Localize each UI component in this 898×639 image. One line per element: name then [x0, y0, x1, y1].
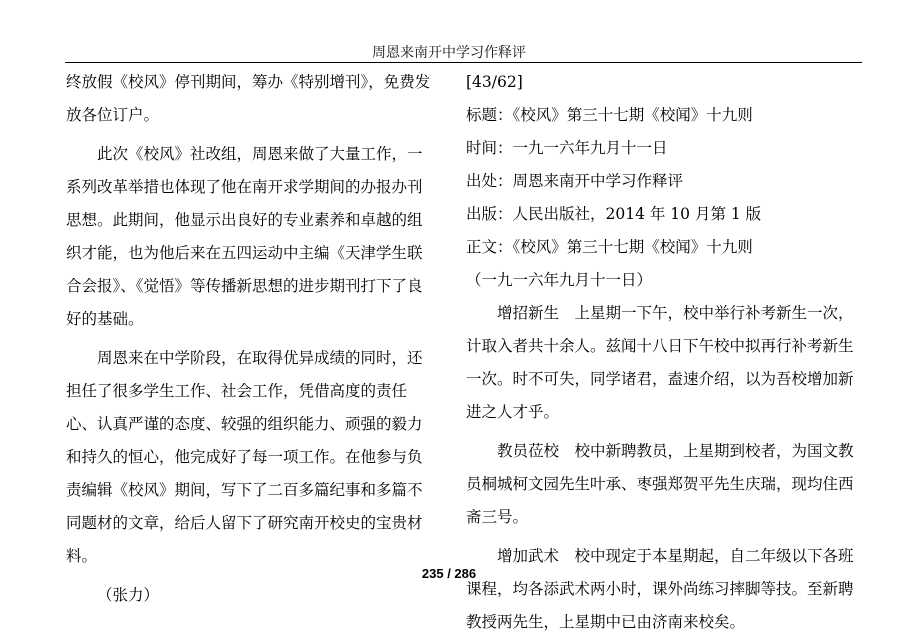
paragraph-3: 周恩来在中学阶段，在取得优异成绩的同时，还担任了很多学生工作、社会工作，凭借高度的责任心、认真严谨的态度、较强的组织能力、顽强的毅力和持久的恒心，他完成好了每一项工作。在他参与负责编辑《校风》期间，写下了二百多篇纪事和多篇不同题材的文章，给后人留下了研究南开校史的宝贵材料。 [66, 349, 423, 565]
header-rule [65, 62, 862, 63]
publish-line: 出版：人民出版社，2014 年 10 月第 1 版 [466, 205, 762, 223]
time-line: 时间：一九一六年九月十一日 [466, 139, 668, 157]
title-line: 标题：《校风》第三十七期《校闻》十九则 [466, 106, 753, 124]
left-column [66, 66, 436, 612]
page-number: 235 / 286 [421, 566, 477, 581]
right-column [466, 66, 864, 639]
source-line: 出处：周恩来南开中学习作释评 [466, 172, 684, 190]
author-signature: （张力） [97, 586, 160, 604]
record-index: [43/62] [466, 73, 523, 91]
paragraph-2: 此次《校风》社改组，周恩来做了大量工作，一系列改革举措也体现了他在南开求学期间的办报办刊思想。此期间，他显示出良好的专业素养和卓越的组织才能，也为他后来在五四运动中主编《天津学生联合会报》、《觉悟》等传播新思想的进步期刊打下了良好的基础。 [66, 145, 423, 328]
news-item-new-students: 增招新生 上星期一下午，校中举行补考新生一次，计取入者共十余人。兹闻十八日下午校中拟再行补考新生一次。时不可失，同学诸君，盍速介绍，以为吾校增加新进之人才乎。 [466, 304, 854, 421]
running-header: 周恩来南开中学习作释评 [372, 45, 526, 61]
paragraph-1: 终放假《校风》停刊期间，筹办《特别增刊》，免费发放各位订户。 [66, 73, 431, 124]
text-line: 正文：《校风》第三十七期《校闻》十九则 [466, 238, 753, 256]
news-item-martial-arts: 增加武术 校中现定于本星期起，自二年级以下各班课程，均各添武术两小时，课外尚练习摔脚等技。至新聘教授两先生，上星期中已由济南来校矣。 [466, 547, 854, 631]
date-line: （一九一六年九月十一日） [466, 271, 653, 289]
news-item-teachers: 教员莅校 校中新聘教员，上星期到校者，为国文教员桐城柯文园先生叶承、枣强郑贺平先生庆瑞，现均住西斋三号。 [466, 442, 854, 526]
